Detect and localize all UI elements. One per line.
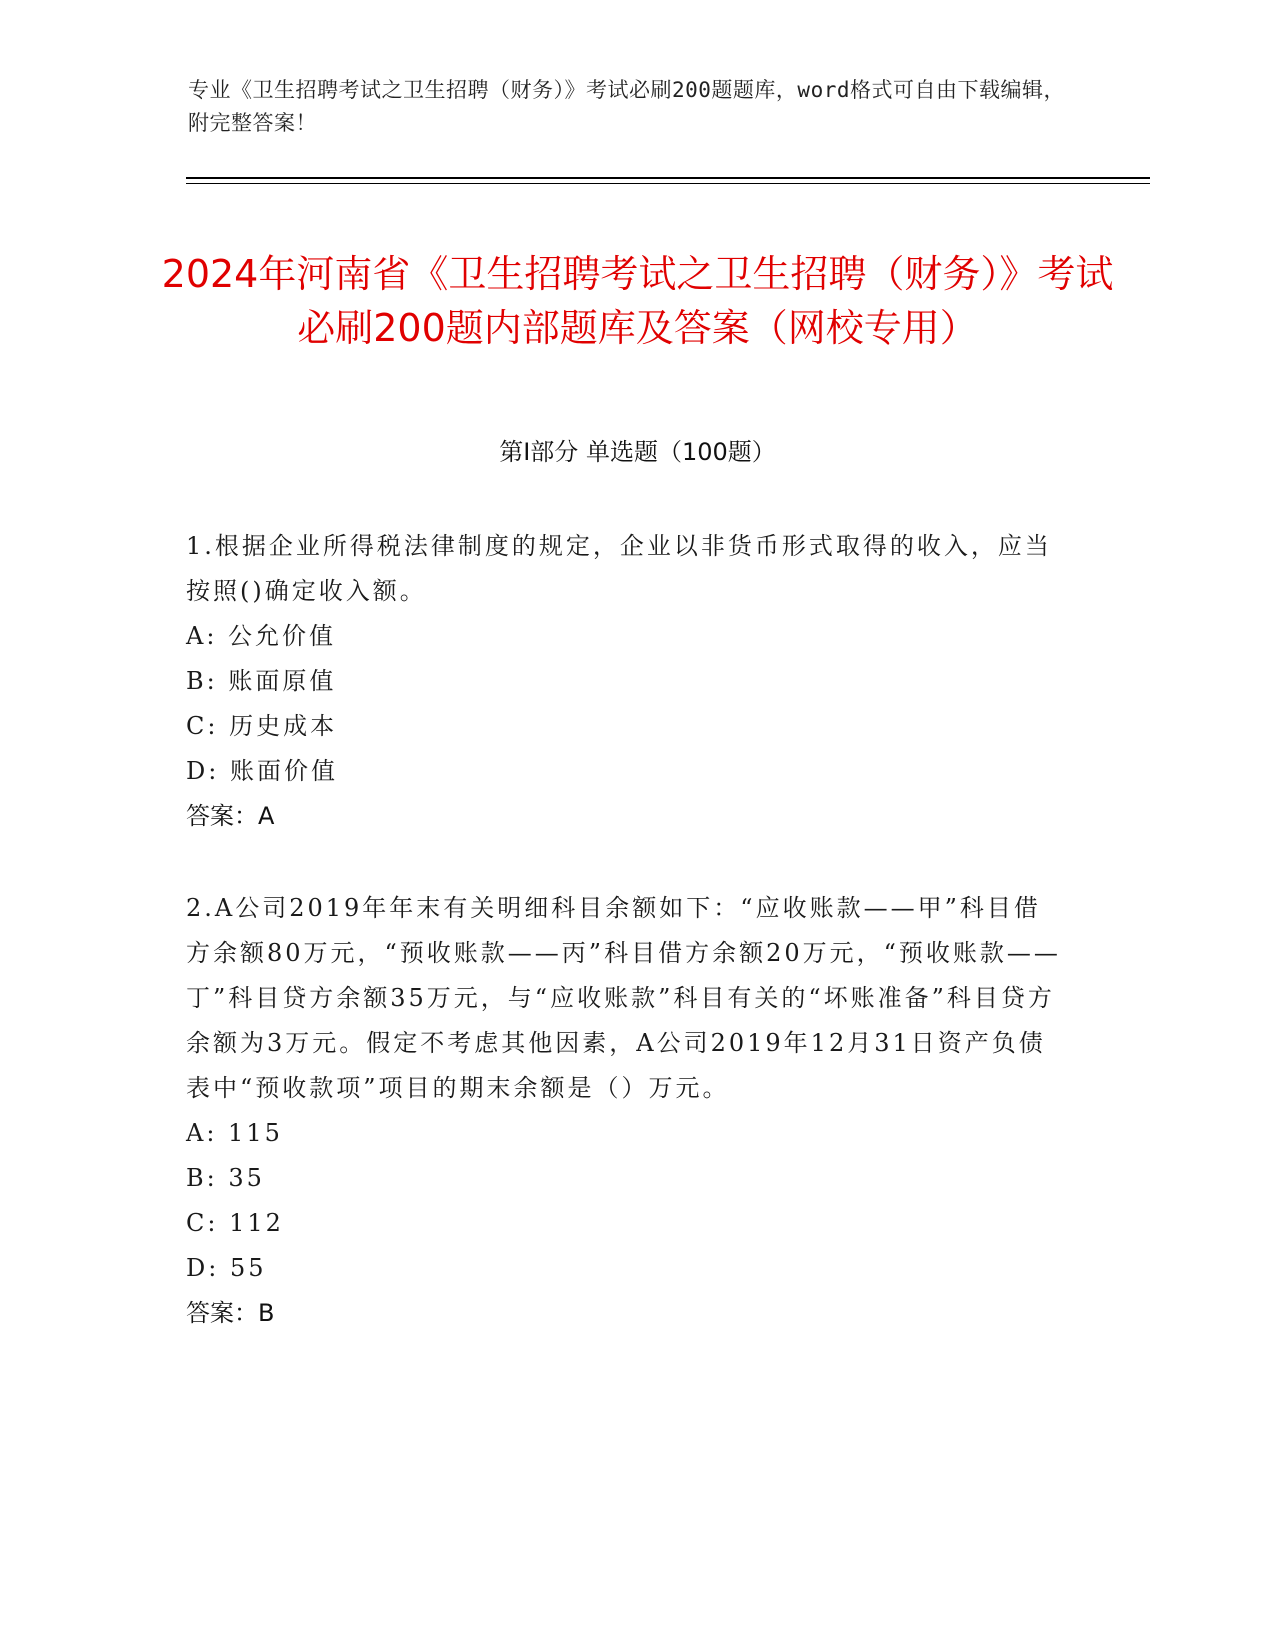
answer: 答案：A [186,802,275,830]
option-b: B: 账面原值 [186,667,337,695]
option-a: A: 公允价值 [186,622,337,650]
header-note: 专业《卫生招聘考试之卫生招聘（财务）》考试必刷200题题库，word格式可自由下载编辑，附完整答案！ [188,78,1065,135]
option-b: B: 35 [186,1164,265,1192]
question-2 [186,886,1066,1336]
answer: 答案：B [186,1299,275,1327]
option-c: C: 历史成本 [186,712,338,740]
header-divider-thick [186,177,1150,179]
question-stem: 1.根据企业所得税法律制度的规定，企业以非货币形式取得的收入，应当按照()确定收入额。 [186,532,1052,605]
question-1 [186,524,1066,839]
option-c: C: 112 [186,1209,284,1237]
option-d: D: 账面价值 [186,757,338,785]
question-stem: 2.A公司2019年年末有关明细科目余额如下：“应收账款——甲”科目借方余额80万元，“预收账款——丙”科目借方余额20万元，“预收账款——丁”科目贷方余额35万元，与“应收账款”科目有关的“坏账准备”科目贷方余额为3万元。假定不考虑其他因素，A公司2019年12月31日资产负债表中“预收款项”项目的期末余额是（）万元。 [186,894,1061,1102]
option-a: A: 115 [186,1119,283,1147]
option-d: D: 55 [186,1254,267,1282]
section-title: 第I部分 单选题（100题） [499,438,776,466]
document-title: 2024年河南省《卫生招聘考试之卫生招聘（财务）》考试必刷200题内部题库及答案（网校专用） [161,252,1114,351]
header-divider-thin [186,183,1150,184]
